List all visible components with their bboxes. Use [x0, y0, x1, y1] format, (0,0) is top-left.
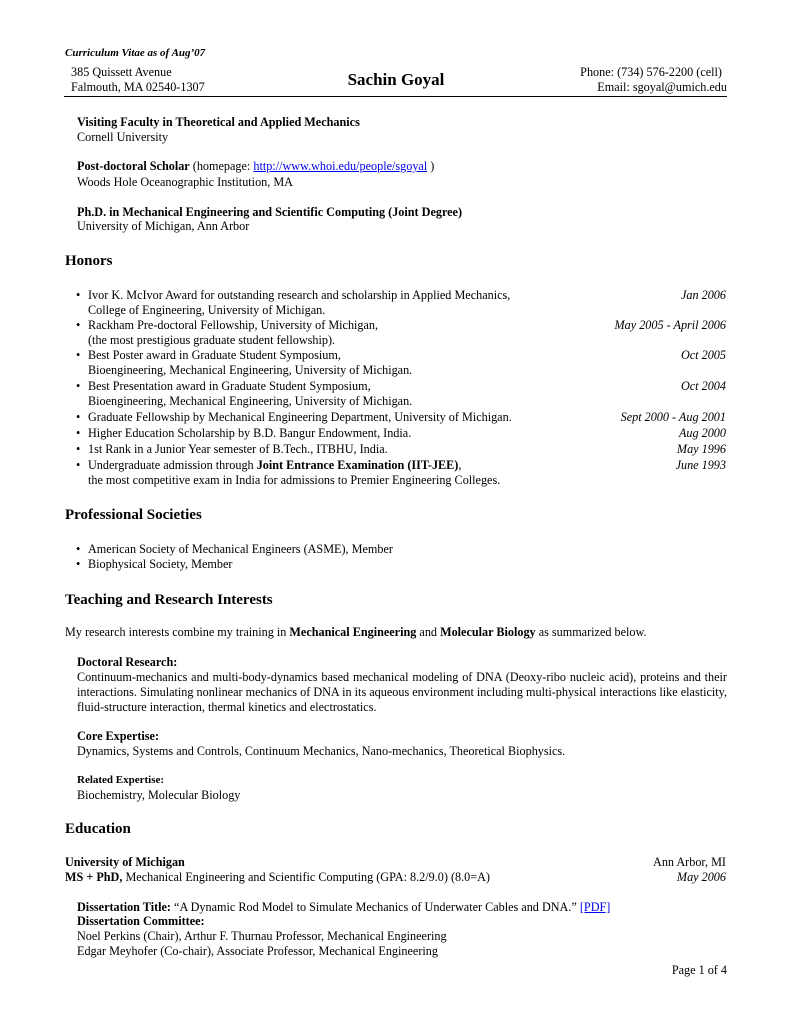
- bullet-icon: •: [76, 426, 81, 440]
- honor-prefix: Undergraduate admission through: [88, 458, 257, 472]
- header-divider: [64, 96, 727, 97]
- page-number: Page 1 of 4: [671, 963, 727, 977]
- bullet-icon: •: [76, 379, 81, 393]
- position-title: Ph.D. in Mechanical Engineering and Scientific Computing (Joint Degree): [77, 205, 463, 219]
- bullet-icon: •: [76, 542, 81, 556]
- homepage-prefix: (homepage:: [189, 159, 254, 173]
- address-line-1: 385 Quissett Avenue: [71, 65, 172, 79]
- intro-mid: and: [416, 625, 441, 639]
- dissertation-title: “A Dynamic Rod Model to Simulate Mechanics of Underwater Cables and DNA.”: [171, 900, 580, 914]
- degree-date: May 2006: [676, 870, 726, 884]
- honor-line: Graduate Fellowship by Mechanical Engineering Department, University of Michigan.: [88, 410, 512, 424]
- committee-member: Edgar Meyhofer (Co-chair), Associate Professor, Mechanical Engineering: [77, 944, 438, 958]
- dissertation-label: Dissertation Title:: [77, 900, 171, 914]
- pdf-link[interactable]: [PDF]: [579, 900, 611, 914]
- honor-date: June 1993: [675, 458, 726, 472]
- honor-date: Jan 2006: [680, 288, 726, 302]
- honor-date: May 2005 - April 2006: [614, 318, 726, 332]
- cv-date: Curriculum Vitae as of Aug’07: [65, 47, 206, 59]
- university-location: Ann Arbor, MI: [653, 855, 726, 869]
- honor-line: Bioengineering, Mechanical Engineering, University of Michigan.: [88, 363, 413, 377]
- email: Email: sgoyal@umich.edu: [597, 80, 727, 94]
- honor-bold: Joint Entrance Examination (IIT-JEE): [256, 458, 459, 472]
- intro-bold-2: Molecular Biology: [440, 625, 536, 639]
- intro-prefix: My research interests combine my training in: [65, 625, 290, 639]
- page-title: Sachin Goyal: [347, 70, 445, 89]
- related-label: Related Expertise:: [77, 774, 165, 786]
- bullet-icon: •: [76, 458, 81, 472]
- core-text: Dynamics, Systems and Controls, Continuum Mechanics, Nano-mechanics, Theoretical Biophysics.: [77, 744, 566, 758]
- position-item: [77, 159, 434, 174]
- honor-date: Oct 2005: [680, 348, 726, 362]
- homepage-suffix: ): [427, 159, 435, 173]
- position-title: Visiting Faculty in Theoretical and Applied Mechanics: [77, 115, 360, 129]
- core-label: Core Expertise:: [77, 729, 160, 743]
- intro-bold-1: Mechanical Engineering: [289, 625, 417, 639]
- bullet-icon: •: [76, 318, 81, 332]
- societies-heading: Professional Societies: [65, 507, 202, 523]
- interests-heading: Teaching and Research Interests: [65, 592, 273, 608]
- honor-line: 1st Rank in a Junior Year semester of B.Tech., ITBHU, India.: [88, 442, 388, 456]
- honor-line: College of Engineering, University of Michigan.: [88, 303, 326, 317]
- committee-member: Noel Perkins (Chair), Arthur F. Thurnau Professor, Mechanical Engineering: [77, 929, 447, 943]
- committee-label: Dissertation Committee:: [77, 914, 205, 928]
- interests-intro: [65, 625, 647, 640]
- society-item: American Society of Mechanical Engineers (ASME), Member: [88, 542, 393, 556]
- honor-date: May 1996: [676, 442, 726, 456]
- honor-line: Ivor K. McIvor Award for outstanding research and scholarship in Applied Mechanics,: [88, 288, 511, 302]
- intro-suffix: as summarized below.: [535, 625, 647, 639]
- honor-line: Higher Education Scholarship by B.D. Bangur Endowment, India.: [88, 426, 412, 440]
- education-heading: Education: [65, 821, 131, 837]
- related-text: Biochemistry, Molecular Biology: [77, 788, 241, 802]
- honor-line: Best Presentation award in Graduate Student Symposium,: [88, 379, 371, 393]
- bullet-icon: •: [76, 557, 81, 571]
- bullet-icon: •: [76, 442, 81, 456]
- honor-line: Best Poster award in Graduate Student Symposium,: [88, 348, 341, 362]
- position-org: Cornell University: [77, 130, 169, 144]
- position-title: Post-doctoral Scholar: [77, 159, 190, 173]
- degree-line: [65, 870, 490, 885]
- dissertation-line: [77, 900, 610, 915]
- phone: Phone: (734) 576-2200 (cell): [580, 65, 722, 79]
- position-org: University of Michigan, Ann Arbor: [77, 219, 250, 233]
- honor-date: Sept 2000 - Aug 2001: [620, 410, 726, 424]
- honor-line: Bioengineering, Mechanical Engineering, University of Michigan.: [88, 394, 413, 408]
- society-item: Biophysical Society, Member: [88, 557, 233, 571]
- doctoral-text: Continuum-mechanics and multi-body-dynamics based mechanical modeling of DNA (Deoxy-ribo nucleic acid), proteins and their interactions. Simulating nonlinear mechanics of DNA in its aqueous environment including multi-physical interactions like elasticity, fluid-structure interaction, thermal kinetics and electrostatics.: [77, 670, 727, 714]
- university: University of Michigan: [65, 855, 185, 869]
- degree-detail: Mechanical Engineering and Scientific Computing (GPA: 8.2/9.0) (8.0=A): [122, 870, 490, 884]
- bullet-icon: •: [76, 288, 81, 302]
- honor-date: Aug 2000: [678, 426, 726, 440]
- degree: MS + PhD,: [65, 870, 123, 884]
- address-line-2: Falmouth, MA 02540-1307: [71, 80, 205, 94]
- bullet-icon: •: [76, 410, 81, 424]
- homepage-link[interactable]: http://www.whoi.edu/people/sgoyal: [253, 159, 428, 173]
- honor-line: (the most prestigious graduate student fellowship).: [88, 333, 336, 347]
- honor-date: Oct 2004: [680, 379, 726, 393]
- position-org: Woods Hole Oceanographic Institution, MA: [77, 175, 293, 189]
- honors-heading: Honors: [65, 253, 113, 269]
- doctoral-label: Doctoral Research:: [77, 655, 178, 669]
- honor-line: Rackham Pre-doctoral Fellowship, University of Michigan,: [88, 318, 379, 332]
- bullet-icon: •: [76, 348, 81, 362]
- honor-line: the most competitive exam in India for admissions to Premier Engineering Colleges.: [88, 473, 501, 487]
- honor-suffix: ,: [458, 458, 462, 472]
